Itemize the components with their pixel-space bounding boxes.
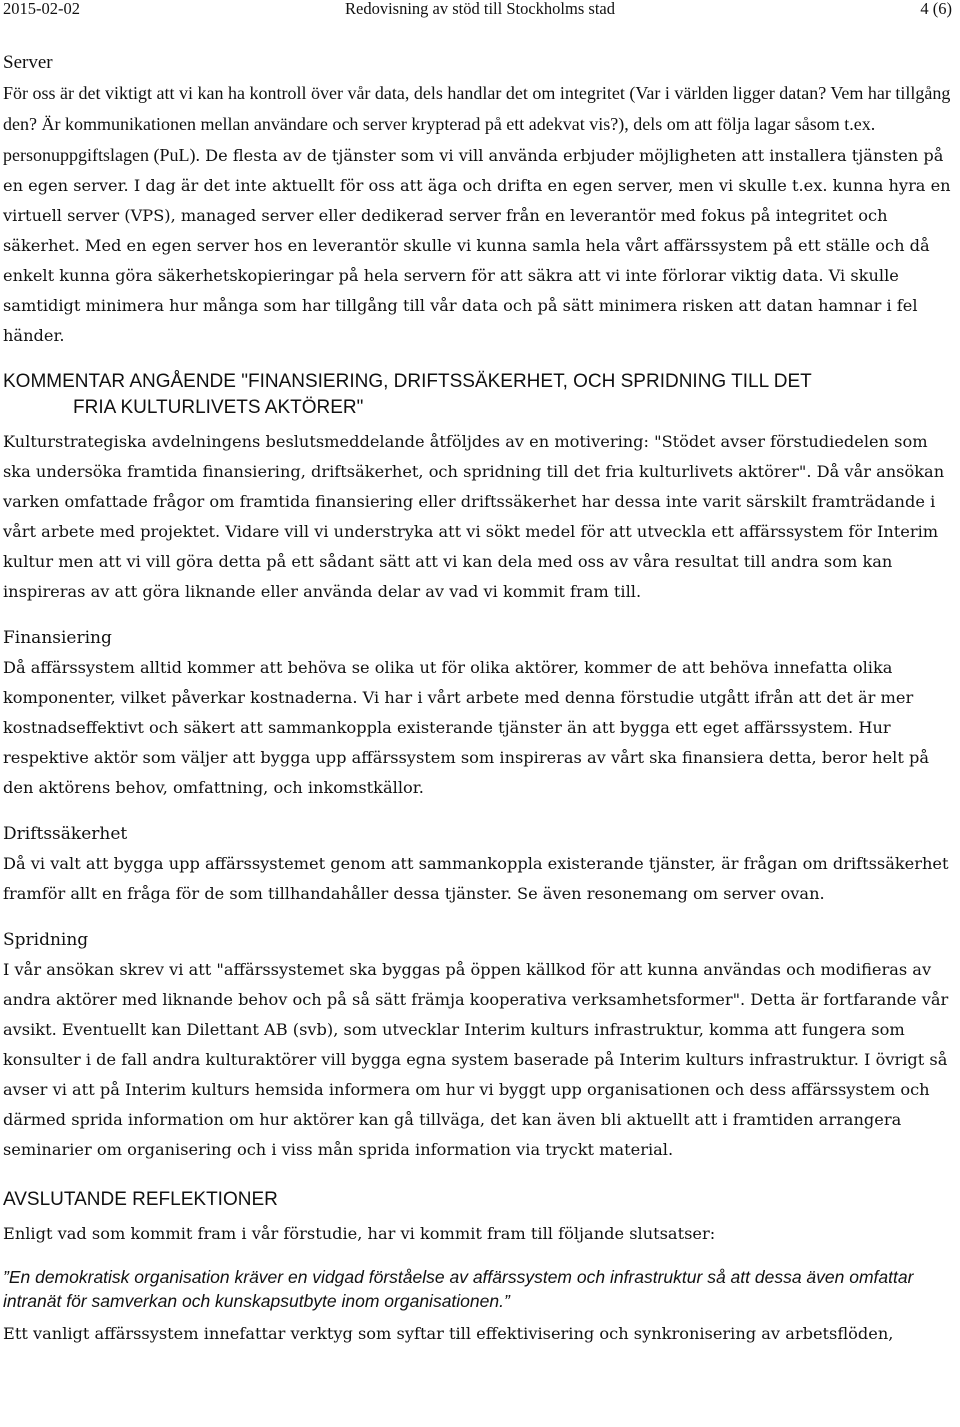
- heading-kommentar-line1: KOMMENTAR ANGÅENDE "FINANSIERING, DRIFTSSÄKERHET, OCH SPRIDNING TILL DET: [3, 371, 812, 392]
- section-avslutande: [3, 1187, 955, 1349]
- heading-avslutande: AVSLUTANDE REFLEKTIONER: [3, 1189, 278, 1210]
- paragraph-avslutande-last: Ett vanligt affärssystem innefattar verktyg som syftar till effektivisering och synkronisering av arbetsflöden,: [3, 1324, 894, 1343]
- header-date: 2015-02-02: [3, 0, 80, 18]
- heading-finansiering: Finansiering: [3, 628, 112, 648]
- header-title: Redovisning av stöd till Stockholms stad: [345, 0, 615, 18]
- paragraph-server: [3, 78, 955, 351]
- heading-kommentar-line2: FRIA KULTURLIVETS AKTÖRER": [73, 397, 364, 418]
- paragraph-kommentar: Kulturstrategiska avdelningens beslutsmeddelande åtföljdes av en motivering: "Stödet avser förstudiedelen som ska undersöka framtida finansiering, driftsäkerhet, och spridning till det fria kulturlivets aktörer". Då vår ansökan varken omfattade frågor om framtida finansiering eller driftssäkerhet har dessa inte varit särskilt framträdande i vårt arbete med projektet. Vidare vill vi understryka att vi sökt medel för att utveckla ett affärssystem för Interim kultur men att vi vill göra detta på ett sådant sätt att vi kan dela med oss av våra resultat till andra som kan inspireras av att göra liknande eller använda delar av vad vi kommit fram till.: [3, 432, 945, 601]
- heading-server: Server: [3, 52, 53, 73]
- section-kommentar: [3, 369, 955, 607]
- header-page-number: 4 (6): [920, 0, 952, 18]
- heading-driftssakerhet: Driftssäkerhet: [3, 824, 128, 844]
- paragraph-avslutande-intro: Enligt vad som kommit fram i vår förstudie, har vi kommit fram till följande slutsatser:: [3, 1224, 716, 1243]
- heading-kommentar: [3, 369, 955, 421]
- paragraph-driftssakerhet: Då vi valt att bygga upp affärssystemet genom att sammankoppla existerande tjänster, är frågan om driftssäkerhet framför allt en fråga för de som tillhandahåller dessa tjänster. Se även resonemang om server ovan.: [3, 854, 949, 903]
- paragraph-server-part1: För oss är det viktigt att vi kan ha kontroll över vår data, dels handlar det om integritet (Var i världen ligger datan? Vem har tillgång den? Är kommunikationen mellan användare och server krypterad på ett adekvat vis?), dels om att följa lagar såsom t.ex. personuppgiftslagen (PuL).: [3, 83, 951, 165]
- running-header: [0, 0, 960, 22]
- section-server: [3, 48, 955, 351]
- section-finansiering: [3, 623, 955, 803]
- section-driftssakerhet: [3, 819, 955, 909]
- quote-conclusion: ”En demokratisk organisation kräver en vidgad förståelse av affärssystem och infrastruktur så att dessa även omfattar intranät för samverkan och kunskapsutbyte inom organisationen.”: [3, 1267, 914, 1311]
- section-spridning: [3, 925, 955, 1165]
- paragraph-finansiering: Då affärssystem alltid kommer att behöva se olika ut för olika aktörer, kommer de att behöva innefatta olika komponenter, vilket påverkar kostnaderna. Vi har i vårt arbete med denna förstudie utgått ifrån att det är mer kostnadseffektivt och säkert att sammankoppla existerande tjänster än att bygga ett eget affärssystem. Hur respektive aktör som väljer att bygga upp affärssystem som inspireras av vårt ska finansiera detta, beror helt på den aktörens behov, omfattning, och inkomstkällor.: [3, 658, 929, 797]
- paragraph-spridning: I vår ansökan skrev vi att "affärssystemet ska byggas på öppen källkod för att kunna användas och modifieras av andra aktörer med liknande behov och på så sätt främja kooperativa verksamhetsformer". Detta är fortfarande vår avsikt. Eventuellt kan Dilettant AB (svb), som utvecklar Interim kulturs infrastruktur, komma att fungera som konsulter i de fall andra kulturaktörer vill bygga egna system baserade på Interim kulturs infrastruktur. I övrigt så avser vi att på Interim kulturs hemsida informera om hur vi byggt upp organisationen och dess affärssystem och därmed sprida information om hur aktörer kan gå tillväga, det kan även bli aktuellt att i framtiden arrangera seminarier om organisering och i viss mån sprida information via tryckt material.: [3, 960, 949, 1159]
- document-body: [3, 48, 955, 1349]
- heading-spridning: Spridning: [3, 930, 89, 950]
- paragraph-server-part2: De flesta av de tjänster som vi vill använda erbjuder möjligheten att installera tjänsten på en egen server. I dag är det inte aktuellt för oss att äga och drifta en egen server, men vi skulle t.ex. kunna hyra en virtuell server (VPS), managed server eller dedikerad server från en leverantör med fokus på integritet och säkerhet. Med en egen server hos en leverantör skulle vi kunna samla hela vårt affärssystem på ett ställe och då enkelt kunna göra säkerhetskopieringar på hela servern för att säkra att vi inte förlorar viktig data. Vi skulle samtidigt minimera hur många som har tillgång till vår data och på sätt minimera risken att datan hamnar i fel händer.: [3, 146, 951, 345]
